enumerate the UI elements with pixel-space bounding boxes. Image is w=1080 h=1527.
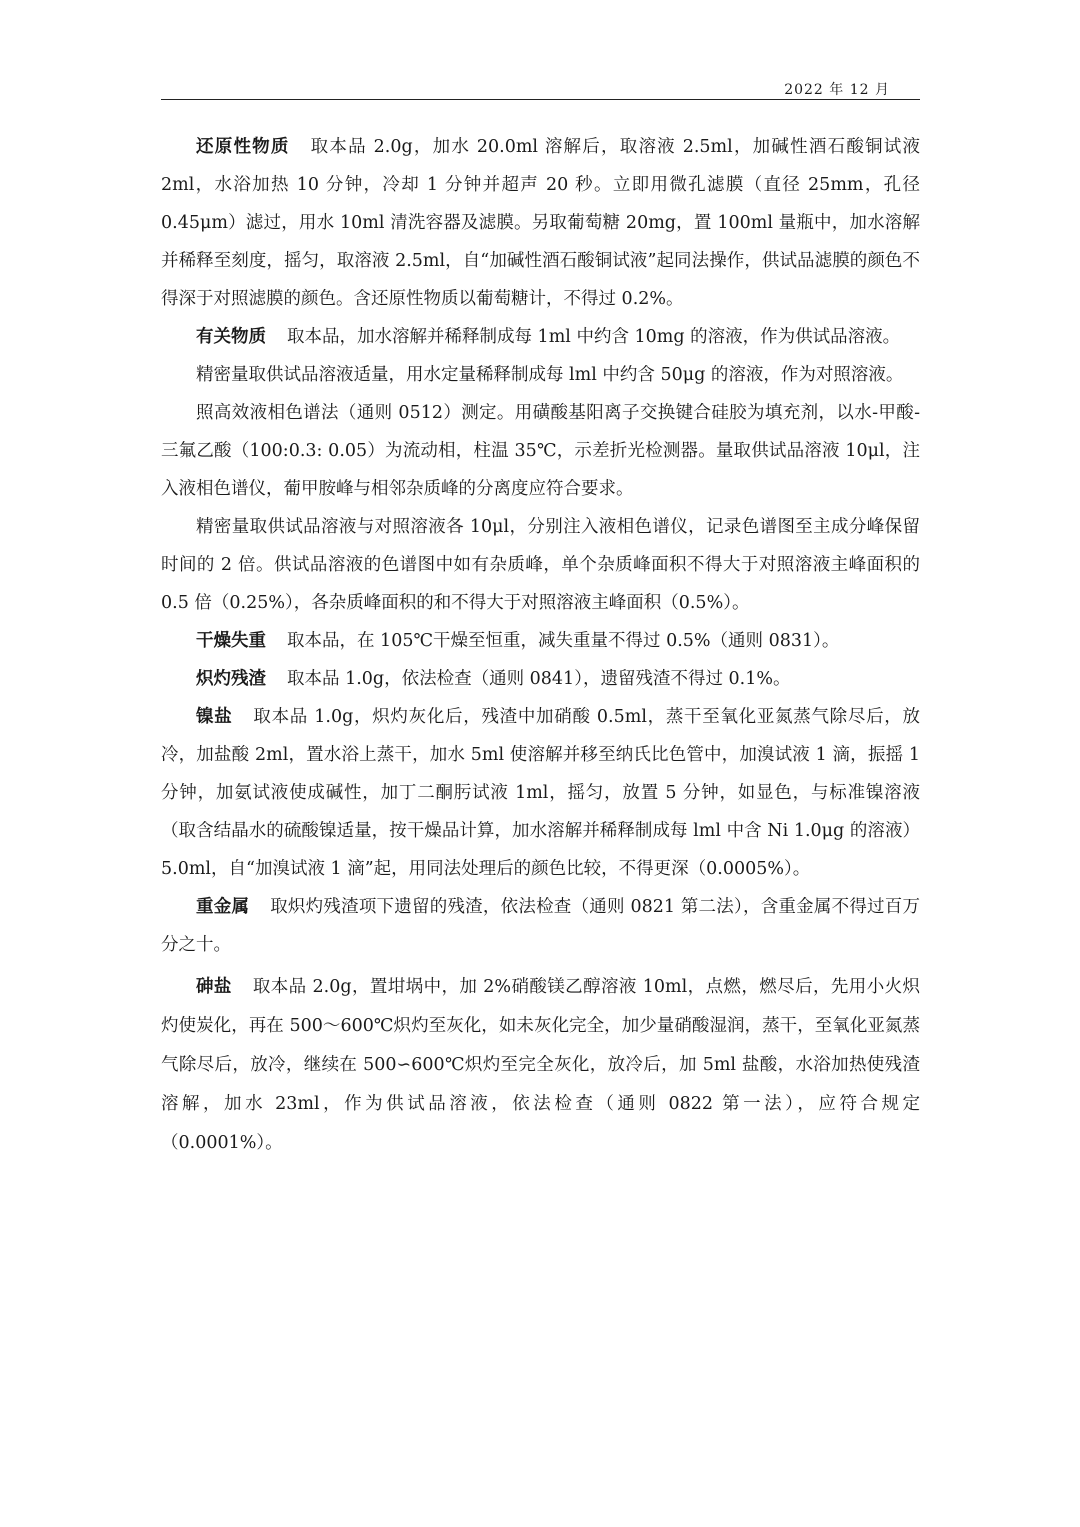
section-text: 取本品 1.0g，炽灼灰化后，残渣中加硝酸 0.5ml，蒸干至氧化亚氮蒸气除尽后，放冷，加盐酸 2ml，置水浴上蒸干，加水 5ml 使溶解并移至纳氏比色管中，加溴试液 1 滴，振摇 1 分钟，加氨试液使成碱性，加丁二酮肟试液 1ml，摇匀，放置 5 分钟，如显色，与标准镍溶液（取含结晶水的硫酸镍适量，按干燥品计算，加水溶解并稀释制成每 lml 中含 Ni 1.0μg 的溶液）5.0ml，自“加溴试液 1 滴”起，用同法处理后的颜色比较，不得更深（0.0005%）。 (161, 707, 920, 879)
section-residue-on-ignition (161, 660, 920, 698)
section-term: 重金属 (196, 897, 250, 917)
paragraph: 精密量取供试品溶液与对照溶液各 10μl，分别注入液相色谱仪，记录色谱图至主成分峰保留时间的 2 倍。供试品溶液的色谱图中如有杂质峰，单个杂质峰面积不得大于对照溶液主峰面积的 0.5 倍（0.25%），各杂质峰面积的和不得大于对照溶液主峰面积（0.5%）。 (161, 517, 920, 613)
section-term: 砷盐 (196, 977, 232, 997)
section-loss-on-drying (161, 622, 920, 660)
section-text: 取炽灼残渣项下遗留的残渣，依法检查（通则 0821 第二法），含重金属不得过百万分之十。 (161, 897, 920, 955)
section-arsenic (161, 968, 920, 1163)
section-related-substances (161, 318, 920, 356)
section-heavy-metals (161, 888, 920, 964)
section-text: 取本品 2.0g，置坩埚中，加 2%硝酸镁乙醇溶液 10ml，点燃，燃尽后，先用小火炽灼使炭化，再在 500～600℃炽灼至灰化，如未灰化完全，加少量硝酸湿润，蒸干，至氧化亚氮蒸气除尽后，放冷，继续在 500∽600℃炽灼至完全灰化，放冷后，加 5ml 盐酸，水浴加热使残渣溶解，加水 23ml，作为供试品溶液，依法检查（通则 0822 第一法），应符合规定（0.0001%）。 (161, 977, 921, 1153)
section-nickel (161, 698, 920, 888)
section-term: 干燥失重 (196, 631, 266, 651)
header-date: 2022 年 12 月 (784, 82, 890, 98)
section-text: 取本品，在 105℃干燥至恒重，减失重量不得过 0.5%（通则 0831）。 (287, 631, 840, 651)
document-body (161, 128, 920, 1163)
section-text: 取本品，加水溶解并稀释制成每 1ml 中约含 10mg 的溶液，作为供试品溶液。 (287, 327, 901, 347)
header-rule (161, 99, 920, 100)
section-reducing-substances (161, 128, 920, 318)
paragraph: 照高效液相色谱法（通则 0512）测定。用磺酸基阳离子交换键合硅胶为填充剂，以水-甲酸-三氟乙酸（100:0.3: 0.05）为流动相，柱温 35℃，示差折光检测器。量取供试品溶液 10μl，注入液相色谱仪，葡甲胺峰与相邻杂质峰的分离度应符合要求。 (161, 403, 920, 499)
section-text: 取本品 2.0g，加水 20.0ml 溶解后，取溶液 2.5ml，加碱性酒石酸铜试液 2ml，水浴加热 10 分钟，冷却 1 分钟并超声 20 秒。立即用微孔滤膜（直径 25mm，孔径 0.45μm）滤过，用水 10ml 清洗容器及滤膜。另取葡萄糖 20mg，置 100ml 量瓶中，加水溶解并稀释至刻度，摇匀，取溶液 2.5ml，自“加碱性酒石酸铜试液”起同法操作，供试品滤膜的颜色不得深于对照滤膜的颜色。含还原性物质以葡萄糖计，不得过 0.2%。 (161, 137, 921, 309)
section-term: 还原性物质 (196, 137, 290, 157)
section-term: 有关物质 (196, 327, 266, 347)
section-text: 取本品 1.0g，依法检查（通则 0841），遗留残渣不得过 0.1%。 (287, 669, 791, 689)
paragraph: 精密量取供试品溶液适量，用水定量稀释制成每 lml 中约含 50μg 的溶液，作为对照溶液。 (196, 365, 904, 385)
section-term: 炽灼残渣 (196, 669, 266, 689)
section-term: 镍盐 (196, 707, 233, 727)
